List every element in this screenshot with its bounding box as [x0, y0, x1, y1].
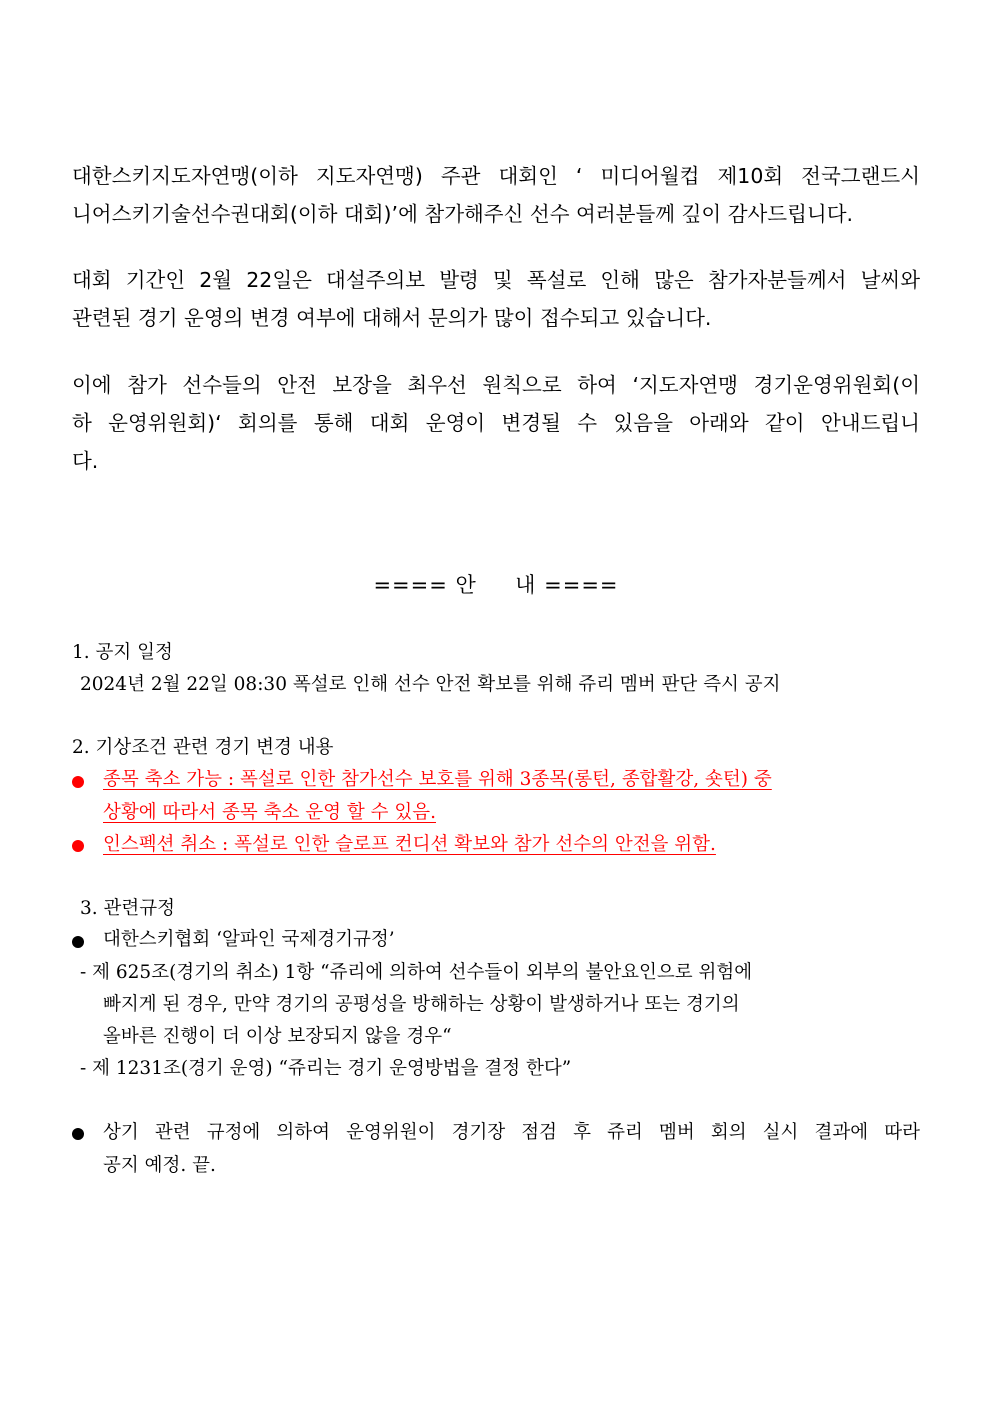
intro-p2-line-2: 관련된 경기 운영의 변경 여부에 대해서 문의가 많이 접수되고 있습니다.	[72, 306, 712, 330]
section-1-body: 2024년 2월 22일 08:30 폭설로 인해 선수 안전 확보를 위해 쥬리 멤버 판단 즉시 공지	[80, 674, 781, 695]
intro-p2-line-1: 대회 기간인 2월 22일은 대설주의보 발령 및 폭설로 인해 많은 참가자분들께서 날씨와	[72, 268, 920, 292]
intro-p3-line-1: 이에 참가 선수들의 안전 보장을 최우선 원칙으로 하여 ‘지도자연맹 경기운영위원회(이	[72, 373, 920, 397]
closing-line-1: 상기 관련 규정에 의하여 운영위원이 경기장 점검 후 쥬리 멤버 회의 실시 결과에 따라	[103, 1122, 920, 1143]
intro-paragraph-1	[72, 157, 920, 233]
intro-p1-line-1: 대한스키지도자연맹(이하 지도자연맹) 주관 대회인 ‘ 미디어월컵 제10회 전국그랜드시	[72, 164, 920, 188]
intro-p1-line-2: 니어스키기술선수권대회(이하 대회)’에 참가해주신 선수 여러분들께 깊이 감사드립니다.	[72, 202, 854, 226]
red-bullet-icon	[72, 840, 84, 852]
section-1-heading: 1. 공지 일정	[72, 642, 173, 663]
black-bullet-icon	[72, 1128, 84, 1140]
section-2-item-2: 인스펙션 취소 : 폭설로 인한 슬로프 컨디션 확보와 참가 선수의 안전을 위함.	[103, 834, 716, 855]
rule-1-line-3: 올바른 진행이 더 이상 보장되지 않을 경우“	[103, 1026, 452, 1047]
section-2-item-1-line-2: 상황에 따라서 종목 축소 운영 할 수 있음.	[103, 802, 436, 823]
rule-2: - 제 1231조(경기 운영) “쥬리는 경기 운영방법을 결정 한다”	[80, 1058, 572, 1079]
notice-title: ==== 안 내 ====	[373, 573, 619, 597]
section-2-heading: 2. 기상조건 관련 경기 변경 내용	[72, 737, 334, 758]
section-2-item-1-line-1: 종목 축소 가능 : 폭설로 인한 참가선수 보호를 위해 3종목(롱턴, 종합활강, 숏턴) 중	[103, 769, 772, 790]
intro-p3-line-2: 하 운영위원회)‘ 회의를 통해 대회 운영이 변경될 수 있음을 아래와 같이 안내드립니	[72, 411, 920, 435]
black-bullet-icon	[72, 936, 84, 948]
closing-line-2: 공지 예정. 끝.	[103, 1155, 216, 1176]
section-3-bullet: 대한스키협회 ‘알파인 국제경기규정’	[103, 929, 395, 950]
intro-p3-line-3: 다.	[72, 449, 99, 473]
red-bullet-icon	[72, 776, 84, 788]
intro-paragraph-2	[72, 261, 920, 337]
intro-paragraph-3	[72, 366, 920, 480]
rule-1-line-2: 빠지게 된 경우, 만약 경기의 공평성을 방해하는 상황이 발생하거나 또는 경기의	[103, 994, 740, 1015]
rule-1-line-1: - 제 625조(경기의 취소) 1항 “쥬리에 의하여 선수들이 외부의 불안요인으로 위험에	[80, 962, 753, 983]
section-3-heading: 3. 관련규정	[80, 898, 176, 919]
